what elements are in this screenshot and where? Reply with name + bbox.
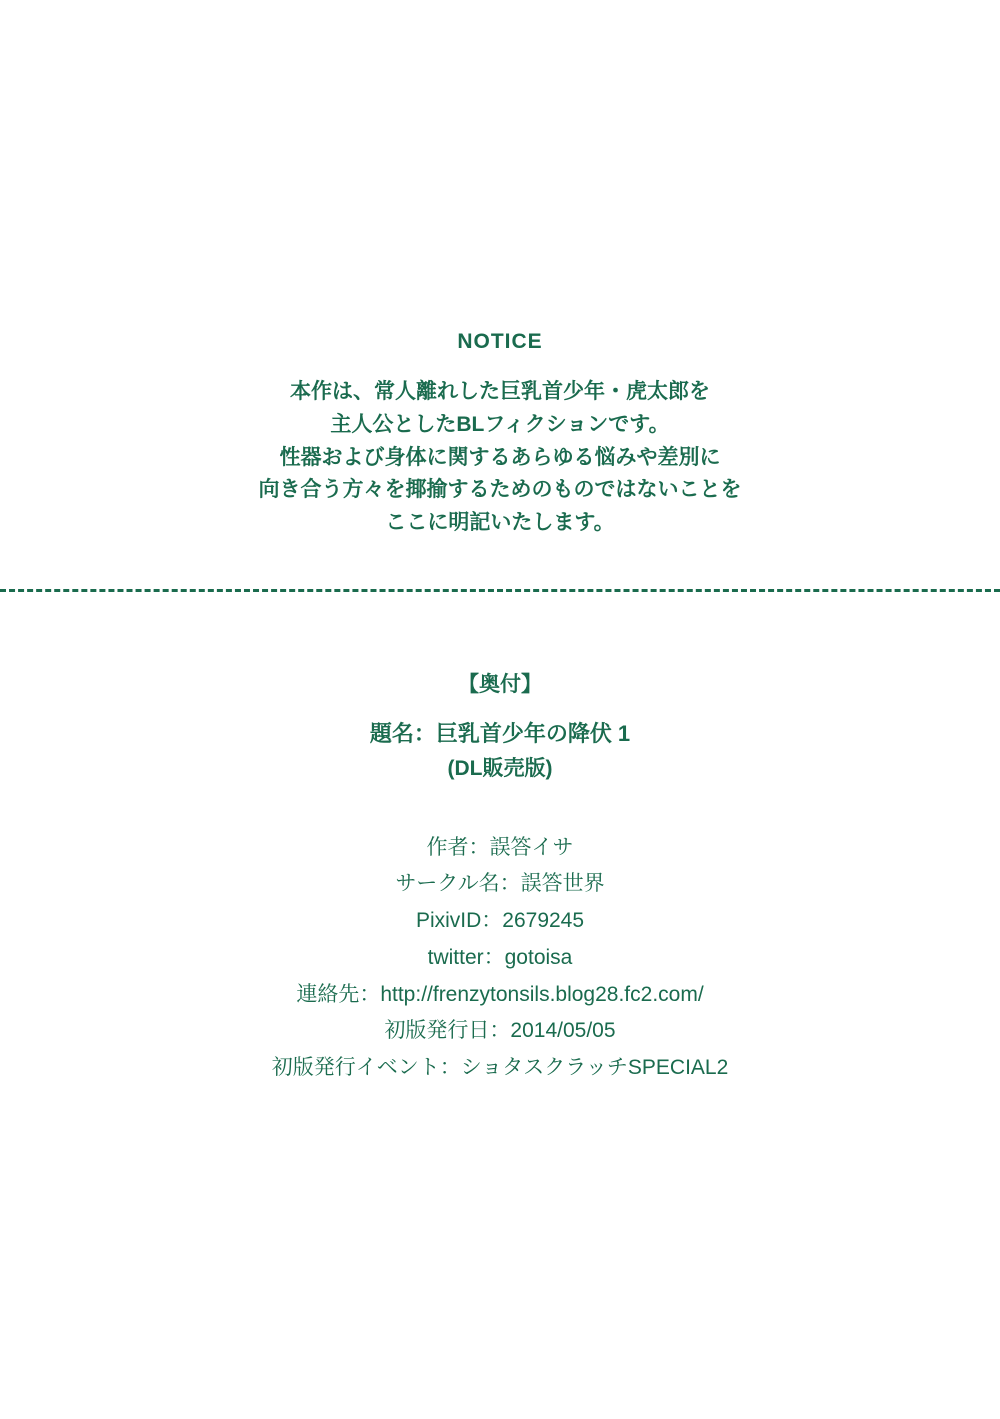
meta-first-edition-event: 初版発行イベント：ショタスクラッチSPECIAL2 xyxy=(271,1056,729,1080)
notice-line: 主人公としたBLフィクションです。 xyxy=(330,412,670,436)
meta-circle: サークル名：誤答世界 xyxy=(395,872,605,896)
colophon-meta-list xyxy=(0,830,1000,1087)
meta-contact-url: 連絡先：http://frenzytonsils.blog28.fc2.com/ xyxy=(296,982,704,1006)
work-edition: (DL販売版) xyxy=(447,756,553,780)
meta-pixiv-id: PixivID：2679245 xyxy=(415,909,585,933)
colophon-section xyxy=(0,668,1000,1087)
notice-body xyxy=(0,376,1000,540)
colophon-heading: 【奥付】 xyxy=(458,673,542,696)
meta-author: 作者：誤答イサ xyxy=(426,835,574,859)
notice-line: ここに明記いたします。 xyxy=(385,511,615,534)
notice-section xyxy=(0,330,1000,540)
dashed-divider xyxy=(0,589,1000,592)
meta-first-edition-date: 初版発行日：2014/05/05 xyxy=(384,1019,616,1043)
meta-twitter: twitter：gotoisa xyxy=(427,945,573,969)
work-title: 題名：巨乳首少年の降伏 1 xyxy=(369,721,631,746)
notice-line: 本作は、常人離れした巨乳首少年・虎太郎を xyxy=(290,380,710,403)
notice-line: 性器および身体に関するあらゆる悩みや差別に xyxy=(279,445,721,469)
notice-line: 向き合う方々を揶揄するためのものではないことを xyxy=(258,478,742,502)
notice-heading: NOTICE xyxy=(457,330,543,353)
